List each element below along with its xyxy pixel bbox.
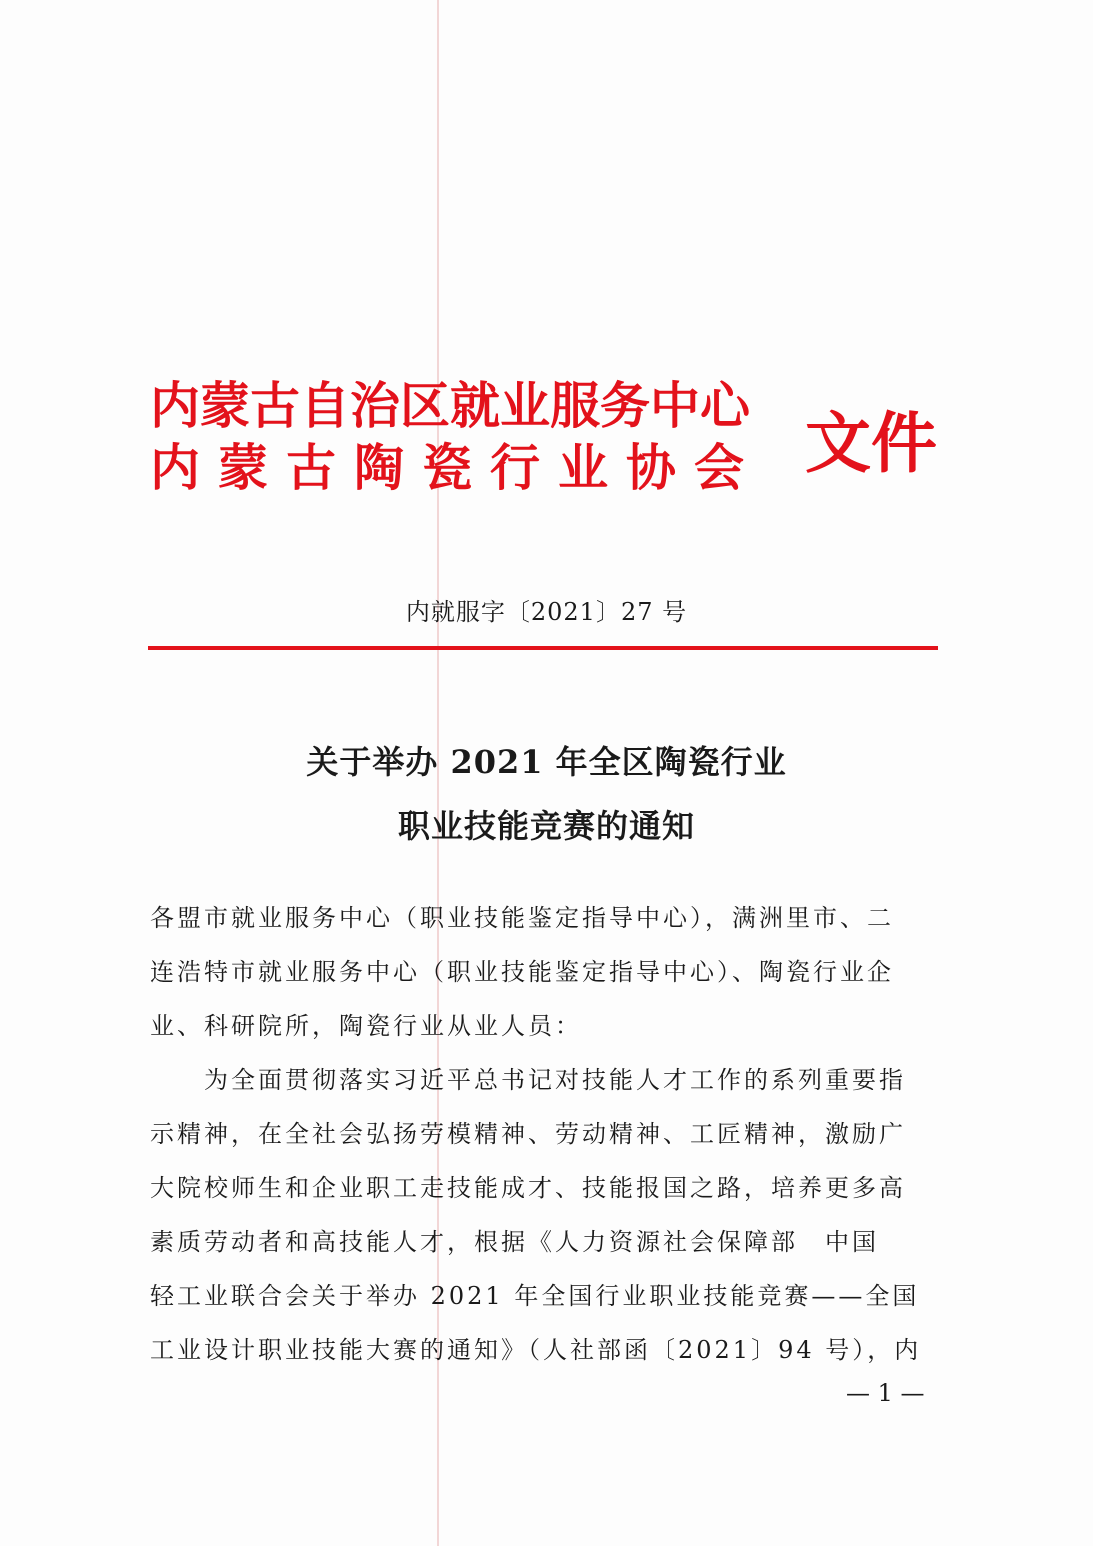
body-line: 各盟市就业服务中心（职业技能鉴定指导中心），满洲里市、二 <box>150 904 894 932</box>
body-line: 工业设计职业技能大赛的通知》（人社部函〔2021〕94 号），内 <box>150 1336 922 1364</box>
body-line: 示精神，在全社会弘扬劳模精神、劳动精神、工匠精神，激励广 <box>150 1120 906 1148</box>
header-suffix: 文件 <box>805 404 937 482</box>
issuer-line-1: 内蒙古自治区就业服务中心 <box>150 376 750 435</box>
page-number: — 1 — <box>846 1379 925 1407</box>
body-line: 业、科研院所，陶瓷行业从业人员： <box>150 1012 582 1040</box>
body-line: 为全面贯彻落实习近平总书记对技能人才工作的系列重要指 <box>150 1066 906 1094</box>
body-line: 轻工业联合会关于举办 2021 年全国行业职业技能竞赛——全国 <box>150 1282 920 1310</box>
body-line: 大院校师生和企业职工走技能成才、技能报国之路，培养更多高 <box>150 1174 906 1202</box>
red-header <box>150 372 950 512</box>
body-line: 连浩特市就业服务中心（职业技能鉴定指导中心）、陶瓷行业企 <box>150 958 894 986</box>
body-line: 素质劳动者和高技能人才，根据《人力资源社会保障部 中国 <box>150 1228 879 1256</box>
issuer-line-2: 内蒙古陶瓷行业协会 <box>150 438 762 497</box>
red-separator-line <box>148 646 938 650</box>
document-number: 内就服字〔2021〕27 号 <box>405 598 688 626</box>
title-line-1: 关于举办 2021 年全区陶瓷行业 <box>306 743 787 781</box>
title-line-2: 职业技能竞赛的通知 <box>397 807 695 845</box>
